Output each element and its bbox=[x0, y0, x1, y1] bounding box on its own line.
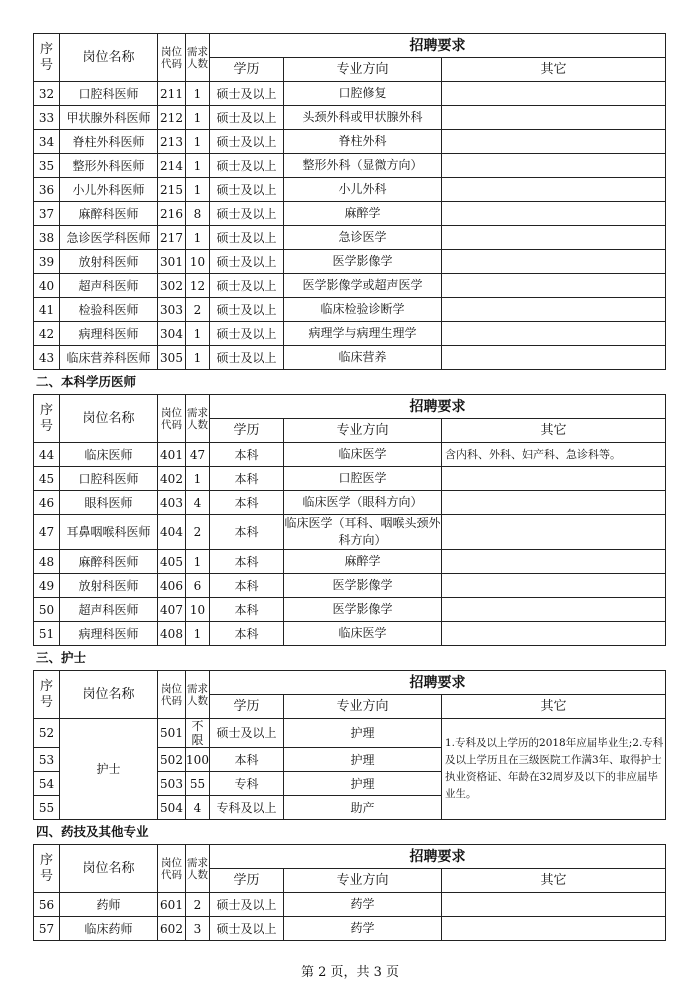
header-post-name: 岗位名称 bbox=[60, 34, 158, 82]
table-row bbox=[34, 515, 666, 550]
post-code-cell: 403 bbox=[158, 491, 186, 515]
education-cell: 硕士及以上 bbox=[210, 719, 284, 748]
seq-cell: 34 bbox=[34, 130, 60, 154]
seq-cell: 53 bbox=[34, 748, 60, 772]
table-row bbox=[34, 154, 666, 178]
need-count-cell: 1 bbox=[186, 226, 210, 250]
major-cell: 助产 bbox=[284, 796, 442, 820]
header-post-name: 岗位名称 bbox=[60, 845, 158, 893]
header-need-count: 需求人数 bbox=[186, 395, 210, 443]
post-name-cell: 脊柱外科医师 bbox=[60, 130, 158, 154]
post-code-cell: 217 bbox=[158, 226, 186, 250]
post-code-cell: 301 bbox=[158, 250, 186, 274]
other-cell bbox=[442, 154, 666, 178]
seq-cell: 47 bbox=[34, 515, 60, 550]
post-code-cell: 504 bbox=[158, 796, 186, 820]
seq-cell: 48 bbox=[34, 550, 60, 574]
other-cell bbox=[442, 917, 666, 941]
post-name-cell: 超声科医师 bbox=[60, 274, 158, 298]
need-count-cell: 1 bbox=[186, 322, 210, 346]
table-row bbox=[34, 622, 666, 646]
header-post-name: 岗位名称 bbox=[60, 395, 158, 443]
need-count-cell: 2 bbox=[186, 893, 210, 917]
major-cell: 整形外科（显微方向） bbox=[284, 154, 442, 178]
education-cell: 本科 bbox=[210, 598, 284, 622]
table-row bbox=[34, 893, 666, 917]
major-cell: 麻醉学 bbox=[284, 202, 442, 226]
table-row bbox=[34, 443, 666, 467]
header-seq: 序号 bbox=[34, 671, 60, 719]
seq-cell: 39 bbox=[34, 250, 60, 274]
table-pharmacy bbox=[33, 844, 666, 941]
major-cell: 药学 bbox=[284, 893, 442, 917]
education-cell: 本科 bbox=[210, 491, 284, 515]
header-need-count: 需求人数 bbox=[186, 34, 210, 82]
post-name-cell: 临床营养科医师 bbox=[60, 346, 158, 370]
header-seq: 序号 bbox=[34, 845, 60, 893]
education-cell: 硕士及以上 bbox=[210, 250, 284, 274]
header-requirements: 招聘要求 bbox=[210, 845, 666, 869]
table-row bbox=[34, 178, 666, 202]
other-cell bbox=[442, 515, 666, 550]
post-code-cell: 303 bbox=[158, 298, 186, 322]
need-count-cell: 4 bbox=[186, 491, 210, 515]
education-cell: 硕士及以上 bbox=[210, 82, 284, 106]
other-cell bbox=[442, 346, 666, 370]
other-cell bbox=[442, 226, 666, 250]
post-name-cell: 超声科医师 bbox=[60, 598, 158, 622]
post-code-cell: 401 bbox=[158, 443, 186, 467]
major-cell: 医学影像学或超声医学 bbox=[284, 274, 442, 298]
table-row bbox=[34, 298, 666, 322]
major-cell: 护理 bbox=[284, 772, 442, 796]
table-row bbox=[34, 226, 666, 250]
header-education: 学历 bbox=[210, 58, 284, 82]
post-name-cell: 口腔科医师 bbox=[60, 467, 158, 491]
seq-cell: 42 bbox=[34, 322, 60, 346]
post-code-cell: 502 bbox=[158, 748, 186, 772]
major-cell: 临床医学 bbox=[284, 622, 442, 646]
post-name-cell: 麻醉科医师 bbox=[60, 202, 158, 226]
education-cell: 硕士及以上 bbox=[210, 917, 284, 941]
other-cell: 1.专科及以上学历的2018年应届毕业生;2.专科及以上学历且在三级医院工作满3年、取得护士执业资格证、年龄在32周岁及以下的非应届毕业生。 bbox=[442, 719, 666, 820]
major-cell: 护理 bbox=[284, 748, 442, 772]
seq-cell: 50 bbox=[34, 598, 60, 622]
other-cell bbox=[442, 491, 666, 515]
seq-cell: 33 bbox=[34, 106, 60, 130]
major-cell: 口腔修复 bbox=[284, 82, 442, 106]
header-major: 专业方向 bbox=[284, 695, 442, 719]
education-cell: 专科 bbox=[210, 772, 284, 796]
header-requirements: 招聘要求 bbox=[210, 395, 666, 419]
section-title-undergrad: 二、本科学历医师 bbox=[36, 374, 137, 389]
post-name-cell: 放射科医师 bbox=[60, 574, 158, 598]
major-cell: 临床营养 bbox=[284, 346, 442, 370]
post-code-cell: 304 bbox=[158, 322, 186, 346]
need-count-cell: 不限 bbox=[186, 719, 210, 748]
major-cell: 临床医学 bbox=[284, 443, 442, 467]
header-education: 学历 bbox=[210, 695, 284, 719]
other-cell bbox=[442, 322, 666, 346]
other-cell bbox=[442, 82, 666, 106]
major-cell: 头颈外科或甲状腺外科 bbox=[284, 106, 442, 130]
post-code-cell: 405 bbox=[158, 550, 186, 574]
other-cell bbox=[442, 250, 666, 274]
education-cell: 专科及以上 bbox=[210, 796, 284, 820]
need-count-cell: 4 bbox=[186, 796, 210, 820]
page-footer: 第 2 页，共 3 页 bbox=[300, 965, 400, 980]
post-name-cell: 眼科医师 bbox=[60, 491, 158, 515]
other-cell bbox=[442, 202, 666, 226]
other-cell bbox=[442, 598, 666, 622]
header-major: 专业方向 bbox=[284, 58, 442, 82]
table-nurses bbox=[33, 670, 666, 820]
seq-cell: 36 bbox=[34, 178, 60, 202]
need-count-cell: 3 bbox=[186, 917, 210, 941]
education-cell: 硕士及以上 bbox=[210, 202, 284, 226]
seq-cell: 55 bbox=[34, 796, 60, 820]
seq-cell: 51 bbox=[34, 622, 60, 646]
education-cell: 硕士及以上 bbox=[210, 130, 284, 154]
post-code-cell: 402 bbox=[158, 467, 186, 491]
other-cell bbox=[442, 178, 666, 202]
table-row bbox=[34, 550, 666, 574]
header-post-code: 岗位代码 bbox=[158, 671, 186, 719]
education-cell: 硕士及以上 bbox=[210, 226, 284, 250]
header-education: 学历 bbox=[210, 869, 284, 893]
major-cell: 急诊医学 bbox=[284, 226, 442, 250]
header-other: 其它 bbox=[442, 869, 666, 893]
post-code-cell: 305 bbox=[158, 346, 186, 370]
need-count-cell: 1 bbox=[186, 130, 210, 154]
header-education: 学历 bbox=[210, 419, 284, 443]
header-seq: 序号 bbox=[34, 395, 60, 443]
seq-cell: 54 bbox=[34, 772, 60, 796]
major-cell: 临床医学（耳科、咽喉头颈外科方向） bbox=[284, 515, 442, 550]
post-code-cell: 503 bbox=[158, 772, 186, 796]
education-cell: 硕士及以上 bbox=[210, 346, 284, 370]
table-graduate-doctors bbox=[33, 33, 666, 370]
header-other: 其它 bbox=[442, 58, 666, 82]
need-count-cell: 10 bbox=[186, 598, 210, 622]
other-cell bbox=[442, 550, 666, 574]
header-post-code: 岗位代码 bbox=[158, 395, 186, 443]
need-count-cell: 1 bbox=[186, 550, 210, 574]
header-requirements: 招聘要求 bbox=[210, 34, 666, 58]
table-row bbox=[34, 106, 666, 130]
post-name-cell: 甲状腺外科医师 bbox=[60, 106, 158, 130]
education-cell: 硕士及以上 bbox=[210, 154, 284, 178]
header-post-code: 岗位代码 bbox=[158, 845, 186, 893]
table-undergrad-doctors bbox=[33, 394, 666, 646]
seq-cell: 57 bbox=[34, 917, 60, 941]
page-content bbox=[33, 33, 665, 941]
table-row bbox=[34, 574, 666, 598]
seq-cell: 46 bbox=[34, 491, 60, 515]
table-row bbox=[34, 130, 666, 154]
education-cell: 本科 bbox=[210, 574, 284, 598]
seq-cell: 32 bbox=[34, 82, 60, 106]
need-count-cell: 47 bbox=[186, 443, 210, 467]
seq-cell: 43 bbox=[34, 346, 60, 370]
major-cell: 小儿外科 bbox=[284, 178, 442, 202]
post-code-cell: 408 bbox=[158, 622, 186, 646]
seq-cell: 44 bbox=[34, 443, 60, 467]
major-cell: 临床检验诊断学 bbox=[284, 298, 442, 322]
table-row bbox=[34, 917, 666, 941]
other-cell bbox=[442, 467, 666, 491]
major-cell: 药学 bbox=[284, 917, 442, 941]
post-code-cell: 602 bbox=[158, 917, 186, 941]
need-count-cell: 1 bbox=[186, 106, 210, 130]
header-post-name: 岗位名称 bbox=[60, 671, 158, 719]
other-cell bbox=[442, 130, 666, 154]
education-cell: 硕士及以上 bbox=[210, 893, 284, 917]
other-cell bbox=[442, 622, 666, 646]
post-code-cell: 212 bbox=[158, 106, 186, 130]
education-cell: 硕士及以上 bbox=[210, 106, 284, 130]
post-code-cell: 302 bbox=[158, 274, 186, 298]
major-cell: 医学影像学 bbox=[284, 598, 442, 622]
need-count-cell: 1 bbox=[186, 467, 210, 491]
education-cell: 本科 bbox=[210, 550, 284, 574]
education-cell: 本科 bbox=[210, 748, 284, 772]
need-count-cell: 100 bbox=[186, 748, 210, 772]
need-count-cell: 1 bbox=[186, 346, 210, 370]
table-row bbox=[34, 274, 666, 298]
post-code-cell: 404 bbox=[158, 515, 186, 550]
other-cell bbox=[442, 893, 666, 917]
education-cell: 本科 bbox=[210, 515, 284, 550]
post-name-cell: 整形外科医师 bbox=[60, 154, 158, 178]
education-cell: 本科 bbox=[210, 443, 284, 467]
need-count-cell: 55 bbox=[186, 772, 210, 796]
other-cell bbox=[442, 298, 666, 322]
section-title-nurse: 三、护士 bbox=[36, 650, 87, 665]
need-count-cell: 2 bbox=[186, 515, 210, 550]
education-cell: 硕士及以上 bbox=[210, 322, 284, 346]
education-cell: 本科 bbox=[210, 622, 284, 646]
seq-cell: 35 bbox=[34, 154, 60, 178]
seq-cell: 52 bbox=[34, 719, 60, 748]
header-other: 其它 bbox=[442, 419, 666, 443]
post-name-cell: 急诊医学科医师 bbox=[60, 226, 158, 250]
education-cell: 本科 bbox=[210, 467, 284, 491]
education-cell: 硕士及以上 bbox=[210, 274, 284, 298]
header-need-count: 需求人数 bbox=[186, 671, 210, 719]
major-cell: 脊柱外科 bbox=[284, 130, 442, 154]
seq-cell: 41 bbox=[34, 298, 60, 322]
table-row bbox=[34, 719, 666, 748]
post-name-cell: 病理科医师 bbox=[60, 322, 158, 346]
post-code-cell: 214 bbox=[158, 154, 186, 178]
need-count-cell: 12 bbox=[186, 274, 210, 298]
other-cell bbox=[442, 574, 666, 598]
education-cell: 硕士及以上 bbox=[210, 178, 284, 202]
post-code-cell: 216 bbox=[158, 202, 186, 226]
table-row bbox=[34, 467, 666, 491]
seq-cell: 40 bbox=[34, 274, 60, 298]
post-name-cell: 药师 bbox=[60, 893, 158, 917]
post-name-cell: 放射科医师 bbox=[60, 250, 158, 274]
post-name-cell: 小儿外科医师 bbox=[60, 178, 158, 202]
major-cell: 医学影像学 bbox=[284, 574, 442, 598]
post-name-cell: 病理科医师 bbox=[60, 622, 158, 646]
post-code-cell: 213 bbox=[158, 130, 186, 154]
post-name-cell: 临床医师 bbox=[60, 443, 158, 467]
post-name-cell: 护士 bbox=[60, 719, 158, 820]
header-need-count: 需求人数 bbox=[186, 845, 210, 893]
post-name-cell: 检验科医师 bbox=[60, 298, 158, 322]
other-cell bbox=[442, 106, 666, 130]
need-count-cell: 1 bbox=[186, 154, 210, 178]
post-code-cell: 501 bbox=[158, 719, 186, 748]
table-row bbox=[34, 598, 666, 622]
need-count-cell: 6 bbox=[186, 574, 210, 598]
post-code-cell: 215 bbox=[158, 178, 186, 202]
header-post-code: 岗位代码 bbox=[158, 34, 186, 82]
post-name-cell: 临床药师 bbox=[60, 917, 158, 941]
major-cell: 护理 bbox=[284, 719, 442, 748]
other-cell: 含内科、外科、妇产科、急诊科等。 bbox=[442, 443, 666, 467]
table-row bbox=[34, 491, 666, 515]
major-cell: 病理学与病理生理学 bbox=[284, 322, 442, 346]
table-row bbox=[34, 202, 666, 226]
header-seq: 序号 bbox=[34, 34, 60, 82]
major-cell: 医学影像学 bbox=[284, 250, 442, 274]
post-code-cell: 406 bbox=[158, 574, 186, 598]
need-count-cell: 10 bbox=[186, 250, 210, 274]
seq-cell: 56 bbox=[34, 893, 60, 917]
seq-cell: 49 bbox=[34, 574, 60, 598]
need-count-cell: 2 bbox=[186, 298, 210, 322]
header-major: 专业方向 bbox=[284, 869, 442, 893]
major-cell: 口腔医学 bbox=[284, 467, 442, 491]
seq-cell: 37 bbox=[34, 202, 60, 226]
need-count-cell: 8 bbox=[186, 202, 210, 226]
major-cell: 临床医学（眼科方向） bbox=[284, 491, 442, 515]
post-name-cell: 口腔科医师 bbox=[60, 82, 158, 106]
header-requirements: 招聘要求 bbox=[210, 671, 666, 695]
post-code-cell: 407 bbox=[158, 598, 186, 622]
header-major: 专业方向 bbox=[284, 419, 442, 443]
table-row bbox=[34, 82, 666, 106]
seq-cell: 45 bbox=[34, 467, 60, 491]
table-row bbox=[34, 322, 666, 346]
need-count-cell: 1 bbox=[186, 178, 210, 202]
table-row bbox=[34, 250, 666, 274]
header-other: 其它 bbox=[442, 695, 666, 719]
post-name-cell: 麻醉科医师 bbox=[60, 550, 158, 574]
need-count-cell: 1 bbox=[186, 82, 210, 106]
section-title-pharmacy: 四、药技及其他专业 bbox=[36, 824, 149, 839]
education-cell: 硕士及以上 bbox=[210, 298, 284, 322]
need-count-cell: 1 bbox=[186, 622, 210, 646]
post-name-cell: 耳鼻咽喉科医师 bbox=[60, 515, 158, 550]
major-cell: 麻醉学 bbox=[284, 550, 442, 574]
other-cell bbox=[442, 274, 666, 298]
post-code-cell: 601 bbox=[158, 893, 186, 917]
seq-cell: 38 bbox=[34, 226, 60, 250]
table-row bbox=[34, 346, 666, 370]
post-code-cell: 211 bbox=[158, 82, 186, 106]
